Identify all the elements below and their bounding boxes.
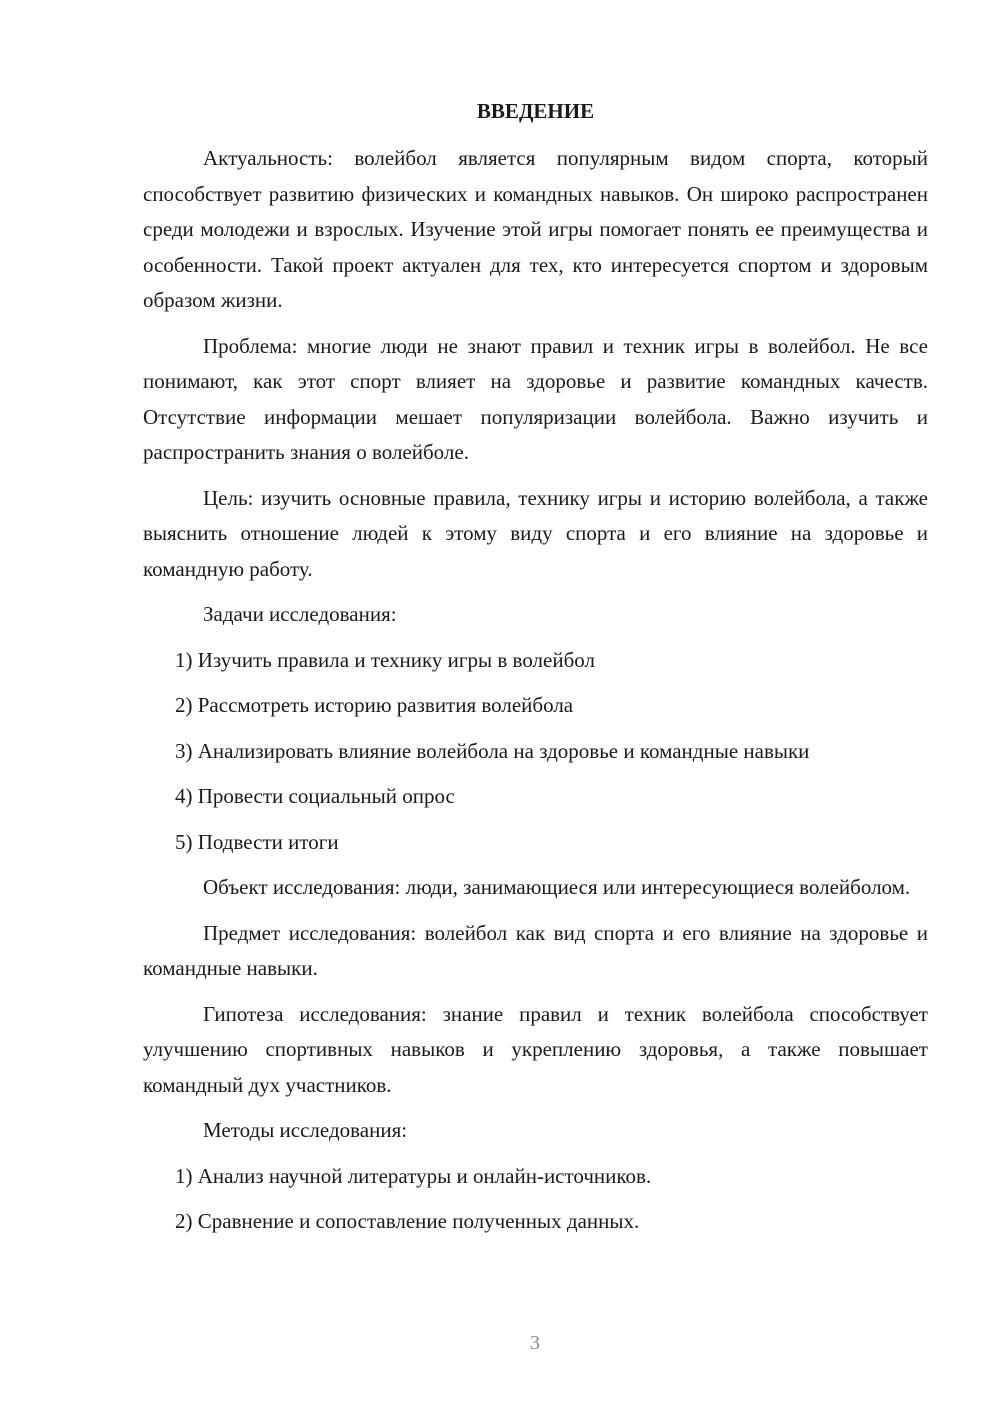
page-title: ВВЕДЕНИЕ (476, 99, 595, 123)
tasks-heading: Задачи исследования: (203, 602, 397, 626)
method-item-2: 2) Сравнение и сопоставление полученных данных. (175, 1209, 640, 1233)
subject-paragraph: Предмет исследования: волейбол как вид спорта и его влияние на здоровье и командные навыки. (143, 920, 928, 980)
goal-paragraph: Цель: изучить основные правила, технику игры и историю волейбола, а также выяснить отношение людей к этому виду спорта и его влияние на здоровье и командную работу. (143, 485, 928, 581)
method-item-1: 1) Анализ научной литературы и онлайн-источников. (175, 1163, 652, 1188)
page-number: 3 (530, 1332, 540, 1354)
task-item-5: 5) Подвести итоги (175, 829, 339, 854)
object-paragraph: Объект исследования: люди, занимающиеся или интересующиеся волейболом. (203, 875, 911, 899)
task-item-2: 2) Рассмотреть историю развития волейбола (175, 693, 574, 717)
task-item-4: 4) Провести социальный опрос (175, 784, 455, 808)
problem-paragraph: Проблема: многие люди не знают правил и техник игры в волейбол. Не все понимают, как этот спорт влияет на здоровье и развитие командных качеств. Отсутствие информации мешает популяризации волейбола. Важно изучить и распространить знания о волейболе. (143, 333, 928, 464)
task-item-1: 1) Изучить правила и технику игры в волейбол (175, 647, 595, 672)
document-page (143, 96, 928, 1250)
hypothesis-paragraph: Гипотеза исследования: знание правил и техник волейбола способствует улучшению спортивных навыков и укреплению здоровья, а также повышает командный дух участников. (143, 1001, 928, 1097)
relevance-paragraph: Актуальность: волейбол является популярным видом спорта, который способствует развитию физических и командных навыков. Он широко распространен среди молодежи и взрослых. Изучение этой игры помогает понять ее преимущества и особенности. Такой проект актуален для тех, кто интересуется спортом и здоровым образом жизни. (143, 146, 928, 312)
methods-heading: Методы исследования: (203, 1118, 408, 1142)
task-item-3: 3) Анализировать влияние волейбола на здоровье и командные навыки (175, 738, 810, 763)
